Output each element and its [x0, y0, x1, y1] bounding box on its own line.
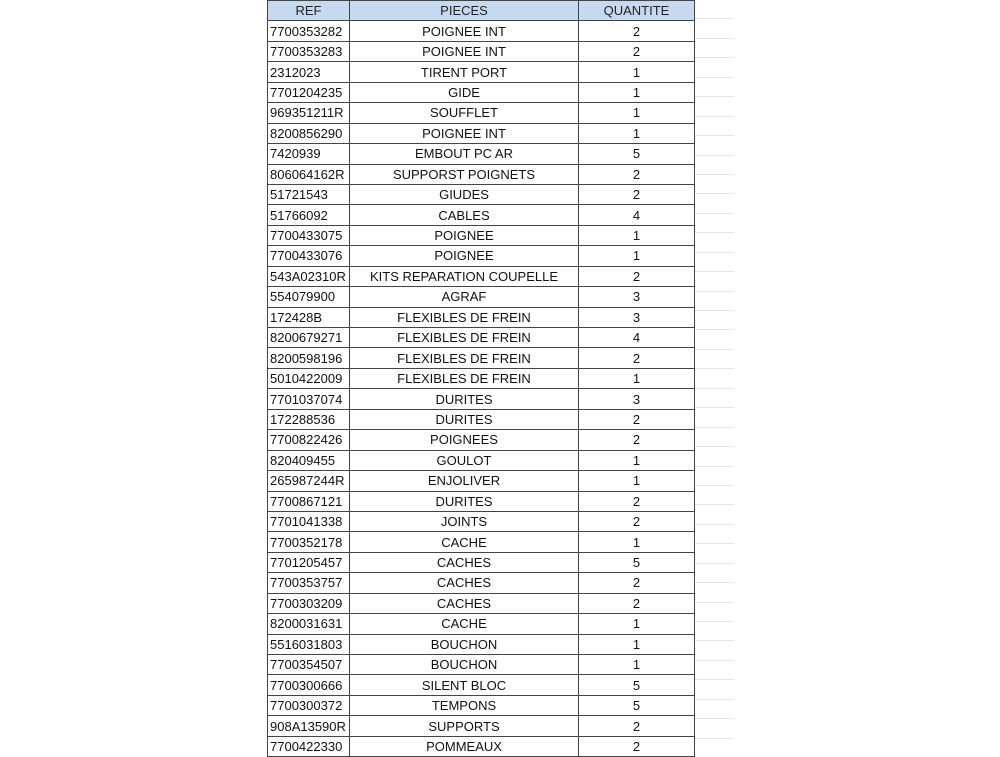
table-row — [268, 184, 695, 204]
table-row — [268, 328, 695, 348]
table-row — [268, 573, 695, 593]
quantity-cell[interactable]: 1 — [579, 246, 695, 266]
quantity-cell[interactable]: 1 — [579, 450, 695, 470]
ref-cell[interactable]: 820409455 — [268, 450, 350, 470]
empty-grid-row — [694, 700, 734, 719]
piece-cell[interactable]: KITS REPARATION COUPELLE — [350, 266, 579, 286]
piece-cell[interactable]: DURITES — [350, 491, 579, 511]
piece-cell[interactable]: JOINTS — [350, 511, 579, 531]
header-row — [268, 1, 695, 21]
ref-cell[interactable]: 7700300372 — [268, 695, 350, 715]
ref-cell[interactable]: 8200856290 — [268, 123, 350, 143]
quantity-cell[interactable]: 2 — [579, 716, 695, 736]
ref-cell[interactable]: 7700433076 — [268, 246, 350, 266]
table-row — [268, 716, 695, 736]
parts-sheet — [267, 0, 695, 757]
quantity-cell[interactable]: 2 — [579, 266, 695, 286]
quantity-cell[interactable]: 1 — [579, 614, 695, 634]
ref-cell[interactable]: 172428B — [268, 307, 350, 327]
piece-cell[interactable]: GIUDES — [350, 184, 579, 204]
quantity-cell[interactable]: 2 — [579, 736, 695, 756]
quantity-cell[interactable]: 1 — [579, 532, 695, 552]
piece-cell[interactable]: BOUCHON — [350, 655, 579, 675]
empty-grid-row — [694, 603, 734, 622]
table-row — [268, 225, 695, 245]
piece-cell[interactable]: TEMPONS — [350, 695, 579, 715]
piece-cell[interactable]: CACHES — [350, 573, 579, 593]
table-row — [268, 614, 695, 634]
table-row — [268, 532, 695, 552]
ref-cell[interactable]: 7701205457 — [268, 552, 350, 572]
piece-cell[interactable]: ENJOLIVER — [350, 471, 579, 491]
empty-grid-row — [694, 641, 734, 660]
quantity-cell[interactable]: 3 — [579, 389, 695, 409]
table-row — [268, 348, 695, 368]
ref-cell[interactable]: 5516031803 — [268, 634, 350, 654]
empty-grid-row — [694, 544, 734, 563]
table-row — [268, 675, 695, 695]
header-ref[interactable]: REF — [268, 1, 350, 21]
quantity-cell[interactable]: 1 — [579, 225, 695, 245]
table-row — [268, 21, 695, 41]
table-row — [268, 655, 695, 675]
table-row — [268, 307, 695, 327]
quantity-cell[interactable]: 2 — [579, 409, 695, 429]
ref-cell[interactable]: 172288536 — [268, 409, 350, 429]
empty-grid-row — [694, 117, 734, 136]
quantity-cell[interactable]: 1 — [579, 368, 695, 388]
empty-grid-row — [694, 564, 734, 583]
table-row — [268, 103, 695, 123]
piece-cell[interactable]: FLEXIBLES DE FREIN — [350, 368, 579, 388]
piece-cell[interactable]: CACHES — [350, 593, 579, 613]
quantity-cell[interactable]: 2 — [579, 348, 695, 368]
ref-cell[interactable]: 7700303209 — [268, 593, 350, 613]
piece-cell[interactable]: POIGNEE — [350, 246, 579, 266]
ref-cell[interactable]: 7700867121 — [268, 491, 350, 511]
empty-grid-row — [694, 272, 734, 291]
table-row — [268, 450, 695, 470]
ref-cell[interactable]: 7701204235 — [268, 82, 350, 102]
quantity-cell[interactable]: 1 — [579, 123, 695, 143]
quantity-cell[interactable]: 3 — [579, 287, 695, 307]
empty-grid-row — [694, 58, 734, 77]
quantity-cell[interactable]: 5 — [579, 552, 695, 572]
table-row — [268, 144, 695, 164]
empty-grid-row — [694, 156, 734, 175]
ref-cell[interactable]: 265987244R — [268, 471, 350, 491]
empty-grid-area — [694, 0, 734, 750]
ref-cell[interactable]: 7700433075 — [268, 225, 350, 245]
quantity-cell[interactable]: 2 — [579, 573, 695, 593]
quantity-cell[interactable]: 1 — [579, 82, 695, 102]
quantity-cell[interactable]: 1 — [579, 655, 695, 675]
table-row — [268, 41, 695, 61]
ref-cell[interactable]: 8200031631 — [268, 614, 350, 634]
empty-grid-row — [694, 350, 734, 369]
quantity-cell[interactable]: 1 — [579, 62, 695, 82]
table-row — [268, 511, 695, 531]
piece-cell[interactable]: POIGNEE — [350, 225, 579, 245]
piece-cell[interactable]: SUPPORTS — [350, 716, 579, 736]
header-pieces[interactable]: PIECES — [350, 1, 579, 21]
quantity-cell[interactable]: 5 — [579, 695, 695, 715]
piece-cell[interactable]: POIGNEE INT — [350, 123, 579, 143]
ref-cell[interactable]: 7701037074 — [268, 389, 350, 409]
piece-cell[interactable]: AGRAF — [350, 287, 579, 307]
piece-cell[interactable]: SUPPORST POIGNETS — [350, 164, 579, 184]
table-row — [268, 430, 695, 450]
empty-grid-row — [694, 467, 734, 486]
empty-grid-row — [694, 39, 734, 58]
piece-cell[interactable]: FLEXIBLES DE FREIN — [350, 328, 579, 348]
ref-cell[interactable]: 5010422009 — [268, 368, 350, 388]
parts-table — [267, 0, 695, 757]
empty-grid-row — [694, 661, 734, 680]
piece-cell[interactable]: SILENT BLOC — [350, 675, 579, 695]
quantity-cell[interactable]: 2 — [579, 593, 695, 613]
table-row — [268, 205, 695, 225]
ref-cell[interactable]: 7700300666 — [268, 675, 350, 695]
quantity-cell[interactable]: 4 — [579, 205, 695, 225]
quantity-cell[interactable]: 2 — [579, 430, 695, 450]
ref-cell[interactable]: 7700354507 — [268, 655, 350, 675]
piece-cell[interactable]: POMMEAUX — [350, 736, 579, 756]
ref-cell[interactable]: 543A02310R — [268, 266, 350, 286]
empty-grid-row — [694, 214, 734, 233]
ref-cell[interactable]: 8200679271 — [268, 328, 350, 348]
quantity-cell[interactable]: 1 — [579, 103, 695, 123]
quantity-cell[interactable]: 4 — [579, 328, 695, 348]
quantity-cell[interactable]: 2 — [579, 164, 695, 184]
piece-cell[interactable]: DURITES — [350, 409, 579, 429]
empty-grid-row — [694, 292, 734, 311]
table-row — [268, 164, 695, 184]
quantity-cell[interactable]: 2 — [579, 41, 695, 61]
piece-cell[interactable]: SOUFFLET — [350, 103, 579, 123]
quantity-cell[interactable]: 2 — [579, 511, 695, 531]
ref-cell[interactable]: 7700353757 — [268, 573, 350, 593]
empty-grid-row — [694, 719, 734, 738]
empty-grid-row — [694, 78, 734, 97]
empty-grid-row — [694, 583, 734, 602]
empty-grid-row — [694, 253, 734, 272]
ref-cell[interactable]: 908A13590R — [268, 716, 350, 736]
header-quantite[interactable]: QUANTITE — [579, 1, 695, 21]
ref-cell[interactable]: 7700352178 — [268, 532, 350, 552]
empty-grid-row — [694, 369, 734, 388]
ref-cell[interactable]: 806064162R — [268, 164, 350, 184]
empty-grid-row — [694, 486, 734, 505]
empty-grid-row — [694, 311, 734, 330]
table-row — [268, 266, 695, 286]
piece-cell[interactable]: FLEXIBLES DE FREIN — [350, 307, 579, 327]
ref-cell[interactable]: 51721543 — [268, 184, 350, 204]
table-row — [268, 695, 695, 715]
empty-grid-row — [694, 233, 734, 252]
table-row — [268, 593, 695, 613]
empty-grid-row — [694, 97, 734, 116]
piece-cell[interactable]: GIDE — [350, 82, 579, 102]
table-row — [268, 368, 695, 388]
piece-cell[interactable]: DURITES — [350, 389, 579, 409]
empty-grid-row — [694, 505, 734, 524]
ref-cell[interactable]: 7420939 — [268, 144, 350, 164]
quantity-cell[interactable]: 5 — [579, 675, 695, 695]
empty-grid-row — [694, 428, 734, 447]
quantity-cell[interactable]: 1 — [579, 634, 695, 654]
empty-grid-row — [694, 680, 734, 699]
empty-grid-row — [694, 0, 734, 19]
empty-grid-row — [694, 447, 734, 466]
table-row — [268, 389, 695, 409]
ref-cell[interactable]: 7700822426 — [268, 430, 350, 450]
empty-grid-row — [694, 622, 734, 641]
piece-cell[interactable]: GOULOT — [350, 450, 579, 470]
piece-cell[interactable]: CACHE — [350, 614, 579, 634]
piece-cell[interactable]: EMBOUT PC AR — [350, 144, 579, 164]
empty-grid-row — [694, 389, 734, 408]
ref-cell[interactable]: 51766092 — [268, 205, 350, 225]
piece-cell[interactable]: BOUCHON — [350, 634, 579, 654]
table-row — [268, 736, 695, 756]
table-row — [268, 123, 695, 143]
table-row — [268, 552, 695, 572]
table-row — [268, 62, 695, 82]
table-row — [268, 471, 695, 491]
quantity-cell[interactable]: 2 — [579, 491, 695, 511]
piece-cell[interactable]: POIGNEE INT — [350, 21, 579, 41]
ref-cell[interactable]: 969351211R — [268, 103, 350, 123]
ref-cell[interactable]: 8200598196 — [268, 348, 350, 368]
ref-cell[interactable]: 7700353282 — [268, 21, 350, 41]
ref-cell[interactable]: 7701041338 — [268, 511, 350, 531]
empty-grid-row — [694, 408, 734, 427]
quantity-cell[interactable]: 5 — [579, 144, 695, 164]
ref-cell[interactable]: 7700422330 — [268, 736, 350, 756]
quantity-cell[interactable]: 1 — [579, 471, 695, 491]
ref-cell[interactable]: 7700353283 — [268, 41, 350, 61]
piece-cell[interactable]: CACHES — [350, 552, 579, 572]
empty-grid-row — [694, 194, 734, 213]
empty-grid-row — [694, 19, 734, 38]
piece-cell[interactable]: FLEXIBLES DE FREIN — [350, 348, 579, 368]
quantity-cell[interactable]: 2 — [579, 21, 695, 41]
empty-grid-row — [694, 175, 734, 194]
table-row — [268, 287, 695, 307]
empty-grid-row — [694, 525, 734, 544]
quantity-cell[interactable]: 3 — [579, 307, 695, 327]
table-row — [268, 409, 695, 429]
table-row — [268, 491, 695, 511]
table-row — [268, 82, 695, 102]
piece-cell[interactable]: POIGNEE INT — [350, 41, 579, 61]
piece-cell[interactable]: POIGNEES — [350, 430, 579, 450]
piece-cell[interactable]: CABLES — [350, 205, 579, 225]
table-row — [268, 246, 695, 266]
empty-grid-row — [694, 136, 734, 155]
ref-cell[interactable]: 554079900 — [268, 287, 350, 307]
quantity-cell[interactable]: 2 — [579, 184, 695, 204]
piece-cell[interactable]: CACHE — [350, 532, 579, 552]
empty-grid-row — [694, 330, 734, 349]
piece-cell[interactable]: TIRENT PORT — [350, 62, 579, 82]
table-row — [268, 634, 695, 654]
ref-cell[interactable]: 2312023 — [268, 62, 350, 82]
